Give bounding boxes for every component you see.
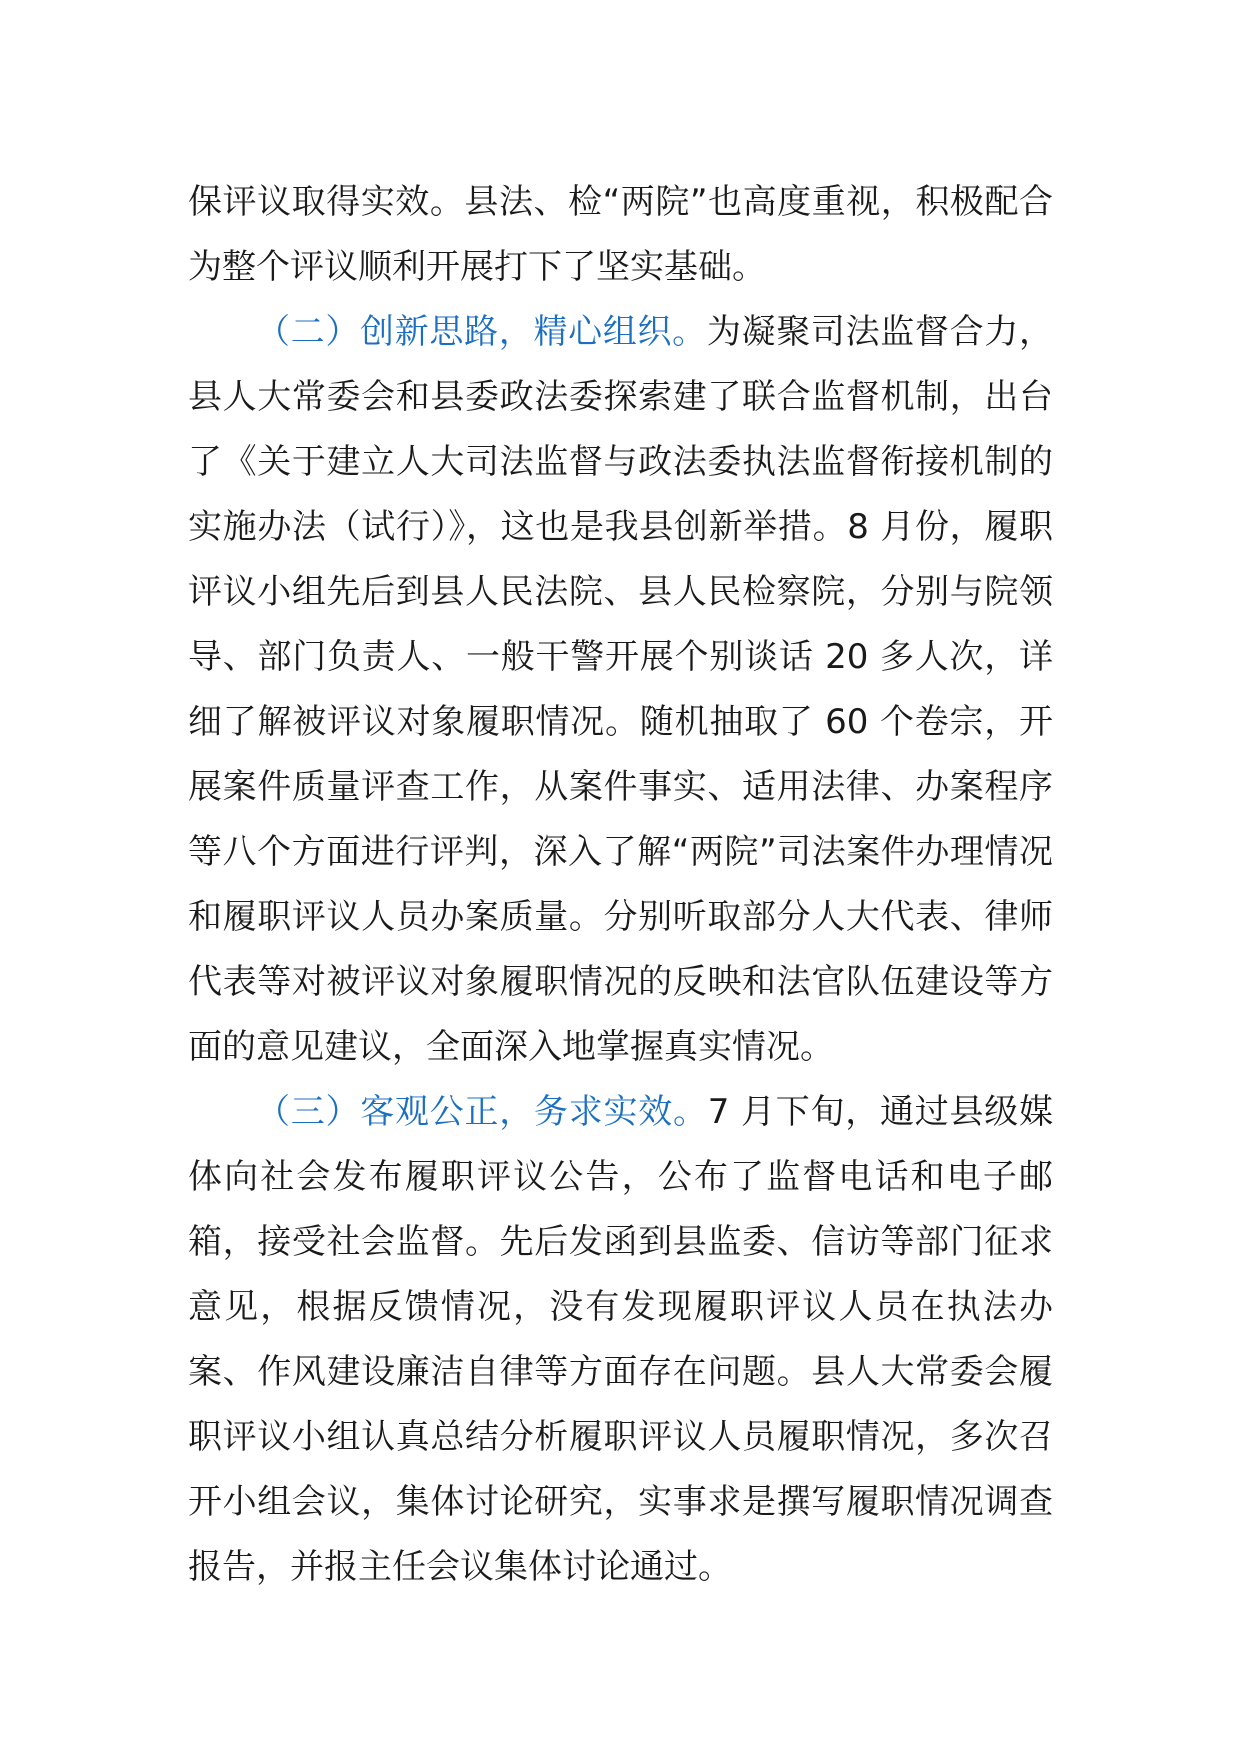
paragraph-continuation bbox=[188, 170, 1053, 300]
paragraph-text: 保评议取得实效。县法、检“两院”也高度重视，积极配合为整个评议顺利开展打下了坚实基础。 bbox=[188, 182, 1053, 287]
paragraph-section-2 bbox=[188, 300, 1053, 1080]
paragraph-text: 7 月下旬，通过县级媒体向社会发布履职评议公告，公布了监督电话和电子邮箱，接受社会监督。先后发函到县监委、信访等部门征求意见，根据反馈情况，没有发现履职评议人员在执法办案、作风建设廉洁自律等方面存在问题。县人大常委会履职评议小组认真总结分析履职评议人员履职情况，多次召开小组会议，集体讨论研究，实事求是撰写履职情况调查报告，并报主任会议集体讨论通过。 bbox=[188, 1092, 1053, 1587]
paragraph-text: 为凝聚司法监督合力，县人大常委会和县委政法委探索建了联合监督机制，出台了《关于建立人大司法监督与政法委执法监督衔接机制的实施办法（试行）》，这也是我县创新举措。8 月份，履职评议小组先后到县人民法院、县人民检察院，分别与院领导、部门负责人、一般干警开展个别谈话 20 多人次，详细了解被评议对象履职情况。随机抽取了 60 个卷宗，开展案件质量评查工作，从案件事实、适用法律、办案程序等八个方面进行评判，深入了解“两院”司法案件办理情况和履职评议人员办案质量。分别听取部分人大代表、律师代表等对被评议对象履职情况的反映和法官队伍建设等方面的意见建议，全面深入地掌握真实情况。 bbox=[188, 312, 1054, 1067]
section-heading-3: （三）客观公正，务求实效。 bbox=[256, 1092, 708, 1132]
document-page bbox=[188, 170, 1053, 1600]
paragraph-section-3 bbox=[188, 1080, 1053, 1600]
section-heading-2: （二）创新思路，精心组织。 bbox=[256, 312, 707, 352]
